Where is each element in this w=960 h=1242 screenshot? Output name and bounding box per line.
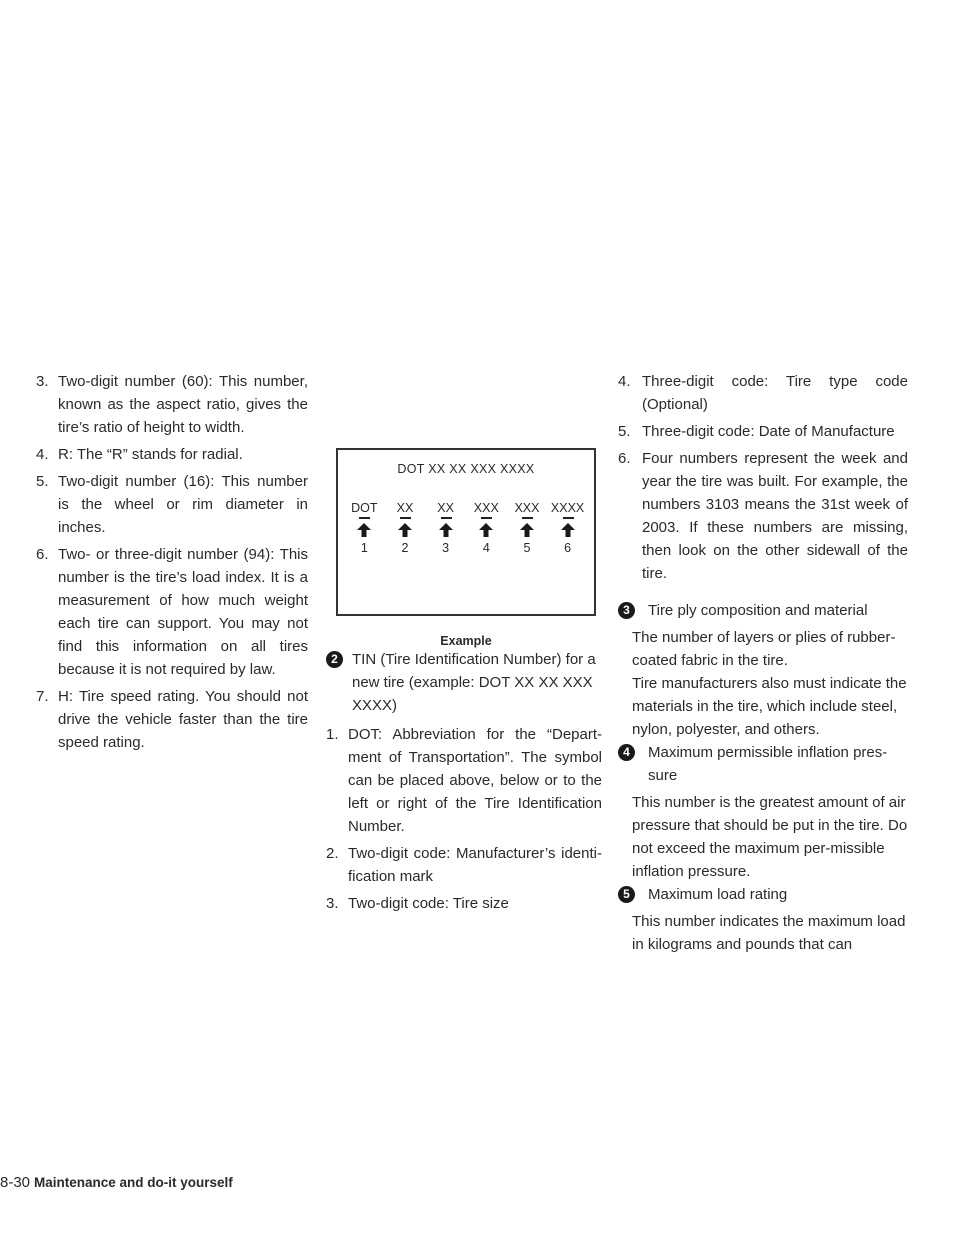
section-heading: 2 TIN (Tire Identification Number) for a new tire (example: DOT XX XX XXX XXXX) [326, 648, 602, 717]
figure-title: DOT XX XX XXX XXXX [397, 462, 535, 476]
middle-column [326, 648, 602, 919]
figure-number: 3 [442, 541, 450, 555]
list-item: 2. Two-digit code: Manufacturer’s identi-fication mark [326, 845, 602, 885]
right-column [618, 370, 908, 956]
section-heading: 4 Maximum permissible inflation pres-sure [618, 741, 908, 787]
list-item: 3. Two-digit number (60): This number, known as the aspect ratio, gives the tire’s ratio of height to width. [36, 373, 308, 436]
number-badge: 2 [326, 651, 343, 668]
arrow-up-icon [466, 522, 506, 538]
tin-example-figure [336, 448, 596, 616]
paragraph: This number is the greatest amount of air pressure that should be put in the tire. Do not exceed the maximum per-missible inflation pressure. [632, 794, 908, 880]
arrow-up-icon [507, 522, 547, 538]
figure-number: 4 [482, 541, 490, 555]
arrow-up-icon [385, 522, 425, 538]
number-badge: 5 [618, 886, 635, 903]
list-item: 5. Three-digit code: Date of Manufacture [618, 423, 895, 440]
arrow-up-icon [548, 522, 588, 538]
number-badge: 3 [618, 602, 635, 619]
figure-number: 5 [523, 541, 531, 555]
figure-number: 2 [401, 541, 409, 555]
left-column [36, 370, 308, 758]
figure-number: 6 [564, 541, 572, 555]
figure-number: 1 [360, 541, 368, 555]
list-item: 3. Two-digit code: Tire size [326, 895, 509, 912]
tin-code: XXX [466, 501, 506, 515]
tin-code: XX [426, 501, 466, 515]
section-title: Maintenance and do-it yourself [34, 1175, 233, 1190]
number-badge: 4 [618, 744, 635, 761]
paragraph: The number of layers or plies of rubber-coated fabric in the tire. [632, 629, 896, 669]
section-heading: 5 Maximum load rating [618, 883, 908, 906]
arrow-up-icon [426, 522, 466, 538]
list-item: 4. R: The “R” stands for radial. [36, 446, 243, 463]
list-item: 1. DOT: Abbreviation for the “Depart-ment of Transportation”. The symbol can be placed above, below or to the left or right of the Tire Identification Number. [326, 726, 602, 835]
section-heading: 3 Tire ply composition and material [618, 599, 908, 622]
paragraph: This number indicates the maximum load in kilograms and pounds that can [632, 913, 906, 953]
number-row [344, 541, 588, 555]
list-item: 4. Three-digit code: Tire type code (Optional) [618, 373, 908, 413]
list-item: 5. Two-digit number (16): This number is the wheel or rim diameter in inches. [36, 473, 308, 536]
tin-code: DOT [344, 501, 384, 515]
tin-code: XXXX [548, 501, 588, 515]
list-item: 6. Four numbers represent the week and year the tire was built. For example, the numbers 3103 means the 31st week of 2003. If these numbers are missing, then look on the other sidewall of the tire. [618, 450, 908, 582]
arrow-row [344, 522, 588, 538]
arrow-up-icon [344, 522, 384, 538]
tin-code-row [344, 501, 588, 515]
figure-caption: Example [440, 634, 492, 648]
page-footer [0, 1174, 233, 1191]
page-number: 8-30 [0, 1174, 31, 1191]
list-item: 6. Two- or three-digit number (94): This number is the tire’s load index. It is a measurement of how much weight each tire can support. You may not find this information on all tires because it is not required by law. [36, 546, 308, 678]
list-item: 7. H: Tire speed rating. You should not drive the vehicle faster than the tire speed rating. [36, 688, 308, 751]
tin-code: XX [385, 501, 425, 515]
tin-code: XXX [507, 501, 547, 515]
paragraph: Tire manufacturers also must indicate the materials in the tire, which include steel, nylon, polyester, and others. [632, 675, 907, 738]
